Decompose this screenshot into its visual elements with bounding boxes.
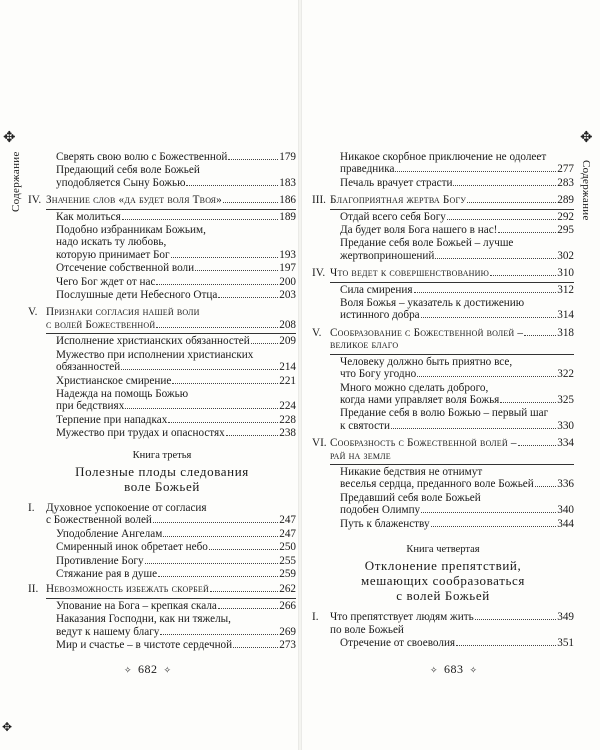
toc-subentry[interactable]: Смиренный инок обретает небо 250 (56, 541, 296, 554)
toc-subentry[interactable]: Упование на Бога – крепкая скала 266 (56, 599, 296, 612)
toc-subentry[interactable]: Сверять свою волю с Божественной 179 (56, 151, 296, 163)
toc-subentry[interactable]: Мужество при трудах и опасностях 238 (56, 427, 296, 440)
divider (330, 464, 574, 465)
page-ornament: ✥ (580, 130, 593, 146)
toc-chapter[interactable]: IV. Что ведет к совершенствованию 310 (312, 267, 574, 280)
toc-subentry[interactable]: Мир и счастье – в чистоте сердечной 273 (56, 639, 296, 651)
book-label: Книга четвертая (406, 543, 480, 555)
divider (46, 598, 296, 599)
divider (330, 209, 574, 210)
toc-subentry[interactable]: Сила смирения 312 (340, 283, 574, 296)
toc-subentry[interactable]: Да будет воля Бога нашего в нас! 295 (340, 224, 574, 237)
page-ornament: ✥ (3, 130, 16, 146)
left-page (0, 0, 298, 750)
toc-chapter[interactable]: I. Что препятствует людям жить 349 по воле Божьей (312, 611, 574, 636)
toc-subentry[interactable]: Чего Бог ждет от нас 200 (56, 275, 296, 288)
toc-subentry[interactable]: Исполнение христианских обязанностей 209 (56, 335, 296, 348)
toc-subentry[interactable]: Человеку должно быть приятно все, что Богу угодно 322 (340, 355, 574, 381)
toc-subentry[interactable]: Стяжание рая в душе 259 (56, 567, 296, 580)
page-number: ✧ 682 ✧ (124, 662, 172, 676)
toc-chapter[interactable]: I. Духовное успокоение от согласия с Божественной волей 247 (28, 501, 296, 527)
toc-subentry[interactable]: Уподобление Ангелам 247 (56, 527, 296, 540)
table-of-contents (312, 150, 574, 650)
page-number: ✧ 683 ✧ (430, 662, 478, 676)
toc-subentry[interactable]: Терпение при нападках 228 (56, 413, 296, 426)
toc-chapter[interactable]: V. Признаки согласия нашей воли с волей Божественной 208 (28, 306, 296, 331)
toc-subentry[interactable]: Мужество при исполнении христианских обязанностей 214 (56, 348, 296, 374)
toc-subentry[interactable]: Много можно сделать доброго, когда нами управляет воля Божья 325 (340, 381, 574, 406)
running-title: Содержание (10, 151, 22, 212)
toc-subentry[interactable]: Послушные дети Небесного Отца 203 (56, 289, 296, 302)
toc-chapter[interactable]: VI. Сообразность с Божественной волей – 334 рай на земле (312, 437, 574, 462)
toc-subentry[interactable]: Подобно избранникам Божьим, надо искать ту любовь, которую принимает Бог 193 (56, 224, 296, 261)
toc-subentry[interactable]: Никакие бедствия не отнимут веселья сердца, преданного воле Божьей 336 (340, 465, 574, 491)
toc-subentry[interactable]: Надежда на помощь Божью при бедствиях 224 (56, 387, 296, 413)
toc-chapter[interactable]: III. Благоприятная жертва Богу 289 (312, 194, 574, 207)
toc-subentry[interactable]: Наказания Господни, как ни тяжелы, ведут к нашему благу 269 (56, 613, 296, 638)
toc-subentry[interactable]: Путь к блаженству 344 (340, 517, 574, 530)
book-title: Отклонение препятствий, мешающих сообразоваться с волей Божьей (361, 558, 525, 604)
toc-subentry[interactable]: Как молиться 189 (56, 210, 296, 223)
running-title: Содержание (580, 160, 592, 221)
divider (330, 282, 574, 283)
book-label: Книга третья (132, 449, 192, 461)
toc-subentry[interactable]: Никакое скорбное приключение не одолеет праведника 277 (340, 151, 574, 176)
toc-subentry[interactable]: Печаль врачует страсти 283 (340, 176, 574, 189)
toc-chapter[interactable]: IV. Значение слов «да будет воля Твоя» 186 (28, 194, 296, 207)
toc-subentry[interactable]: Отдай всего себя Богу 292 (340, 210, 574, 223)
book-title: Полезные плоды следования воле Божьей (75, 463, 249, 494)
toc-chapter[interactable]: V. Сообразование с Божественной волей – 318 великое благо (312, 326, 574, 352)
divider (46, 333, 296, 334)
toc-subentry[interactable]: Воля Божья – указатель к достижению истинного добра 314 (340, 297, 574, 322)
toc-subentry[interactable]: Предание себя в волю Божью – первый шаг к святости 330 (340, 407, 574, 432)
toc-subentry[interactable]: Предание себя воле Божьей – лучше жертвоприношений 302 (340, 237, 574, 262)
toc-subentry[interactable]: Предающий себя воле Божьей уподобляется Сыну Божью 183 (56, 164, 296, 189)
corner-ornament: ✥ (2, 720, 13, 734)
toc-subentry[interactable]: Христианское смирение 221 (56, 374, 296, 387)
table-of-contents (28, 150, 296, 651)
right-page (302, 0, 600, 750)
toc-subentry[interactable]: Противление Богу 255 (56, 554, 296, 567)
toc-subentry[interactable]: Отсечение собственной воли 197 (56, 262, 296, 275)
toc-chapter[interactable]: II. Невозможность избежать скорбей 262 (28, 583, 296, 596)
divider (46, 209, 296, 210)
toc-subentry[interactable]: Отречение от своеволия 351 (340, 637, 574, 650)
toc-subentry[interactable]: Предавший себя воле Божьей подобен Олимпу 340 (340, 491, 574, 517)
divider (330, 354, 574, 355)
